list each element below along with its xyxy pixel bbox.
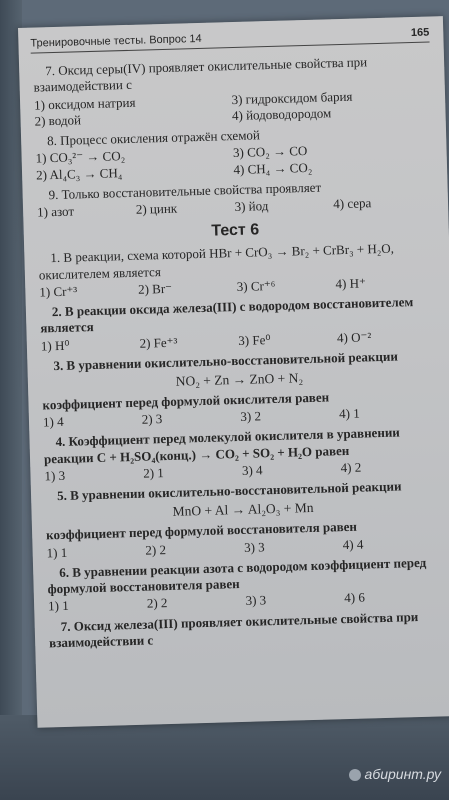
test-question-1 — [38, 240, 434, 301]
question-text: 4. Коэффициент перед молекулой окислителя в уравнении реакции C + H₂SO₄(конц.) → CO₂ + SO₂ + H₂O равен — [43, 424, 401, 467]
option: 1) азот — [36, 203, 75, 220]
option: 1) 3 — [44, 467, 66, 484]
option: 3) 4 — [241, 462, 263, 478]
watermark-text: абиринт.ру — [364, 766, 441, 782]
option: 3) гидроксидом бария — [231, 88, 353, 107]
book-page — [18, 16, 449, 728]
question-9 — [36, 176, 432, 221]
option: 3) Cr⁺⁶ — [236, 277, 276, 294]
question-text: 7. Оксид железа(III) проявляет окислительные свойства при взаимодействии с — [48, 608, 419, 651]
option: 2) 2 — [145, 541, 167, 558]
page-header — [30, 27, 429, 54]
option: 1) 1 — [47, 598, 69, 614]
option: 3) йод — [234, 198, 269, 215]
test-question-4 — [43, 424, 439, 485]
option: 4) CH₄ → CO₂ — [233, 159, 313, 177]
background-table — [0, 715, 449, 800]
option: 1) 4 — [42, 414, 64, 430]
option: 2) 2 — [146, 595, 168, 611]
option: 1) H⁰ — [40, 337, 70, 353]
question-text: 8. Процесс окисления отражён схемой — [46, 127, 261, 149]
option: 4) 1 — [338, 405, 360, 422]
option: 3) 2 — [240, 408, 262, 425]
test-title: Тест 6 — [211, 221, 260, 240]
option: 1) оксидом натрия — [33, 94, 136, 113]
option: 3) CO₂ → CO — [232, 143, 308, 161]
labyrinth-logo-icon — [349, 769, 361, 781]
test-question-2 — [40, 293, 436, 354]
option: 4) сера — [333, 195, 372, 212]
option: 2) Al₄C₃ → CH₄ — [35, 164, 123, 183]
option: 4) 2 — [340, 459, 362, 476]
option: 4) H⁺ — [335, 275, 367, 291]
option: 1) Cr⁺³ — [39, 283, 78, 300]
question-text: 5. В уравнении окислительно-восстановительной реакции — [56, 478, 402, 504]
option: 1) 1 — [46, 544, 68, 560]
question-continuation: коэффициент перед формулой окислителя равен — [42, 389, 330, 413]
question-text: 7. Оксид серы(IV) проявляет окислительные свойства при взаимодействии с — [33, 54, 368, 95]
question-text: 1. В реакции, схема которой HBr + CrO₃ → Br₂ + CrBr₃ + H₂O, окислителем является — [38, 240, 395, 283]
equation: NO₂ + Zn → ZnO + N₂ — [175, 370, 304, 389]
option: 2) 3 — [141, 411, 163, 427]
option: 4) 4 — [342, 536, 364, 552]
page-number: 165 — [410, 26, 430, 40]
equation: MnO + Al → Al₂O₃ + Mn — [172, 500, 314, 520]
option: 2) Fe⁺³ — [139, 334, 178, 351]
test-question-7 — [49, 608, 445, 652]
watermark-logo — [349, 766, 441, 782]
question-continuation: коэффициент перед формулой восстановителя равен — [45, 518, 358, 543]
option: 2) Br⁻ — [137, 280, 173, 297]
option: 2) цинк — [135, 200, 178, 217]
option: 4) O⁻² — [336, 328, 372, 345]
question-8 — [35, 123, 431, 184]
background-left — [0, 0, 22, 800]
question-text: 6. В уравнении реакции азота с водородом коэффициент перед формулой восстановителя равен — [47, 554, 427, 597]
test-question-3 — [41, 347, 438, 431]
option: 4) 6 — [344, 589, 366, 606]
option: 1) CO₃²⁻ → CO₂ — [35, 148, 126, 166]
question-text: 2. В реакции оксида железа(III) с водородом восстановителем является — [40, 294, 414, 336]
test-question-6 — [47, 554, 443, 615]
option: 3) 3 — [243, 538, 265, 555]
option: 3) Fe⁰ — [238, 331, 271, 348]
option: 2) водой — [34, 112, 82, 129]
option: 4) йодоводородом — [231, 105, 332, 123]
question-text: 9. Только восстановительные свойства проявляет — [48, 179, 322, 202]
running-title: Тренировочные тесты. Вопрос 14 — [30, 32, 202, 50]
option: 3) 3 — [245, 592, 267, 609]
test-question-5 — [45, 478, 442, 562]
option: 2) 1 — [143, 464, 165, 481]
page-content — [33, 53, 444, 652]
question-7 — [33, 53, 430, 130]
question-text: 3. В уравнении окислительно-восстановительной реакции — [53, 348, 399, 373]
